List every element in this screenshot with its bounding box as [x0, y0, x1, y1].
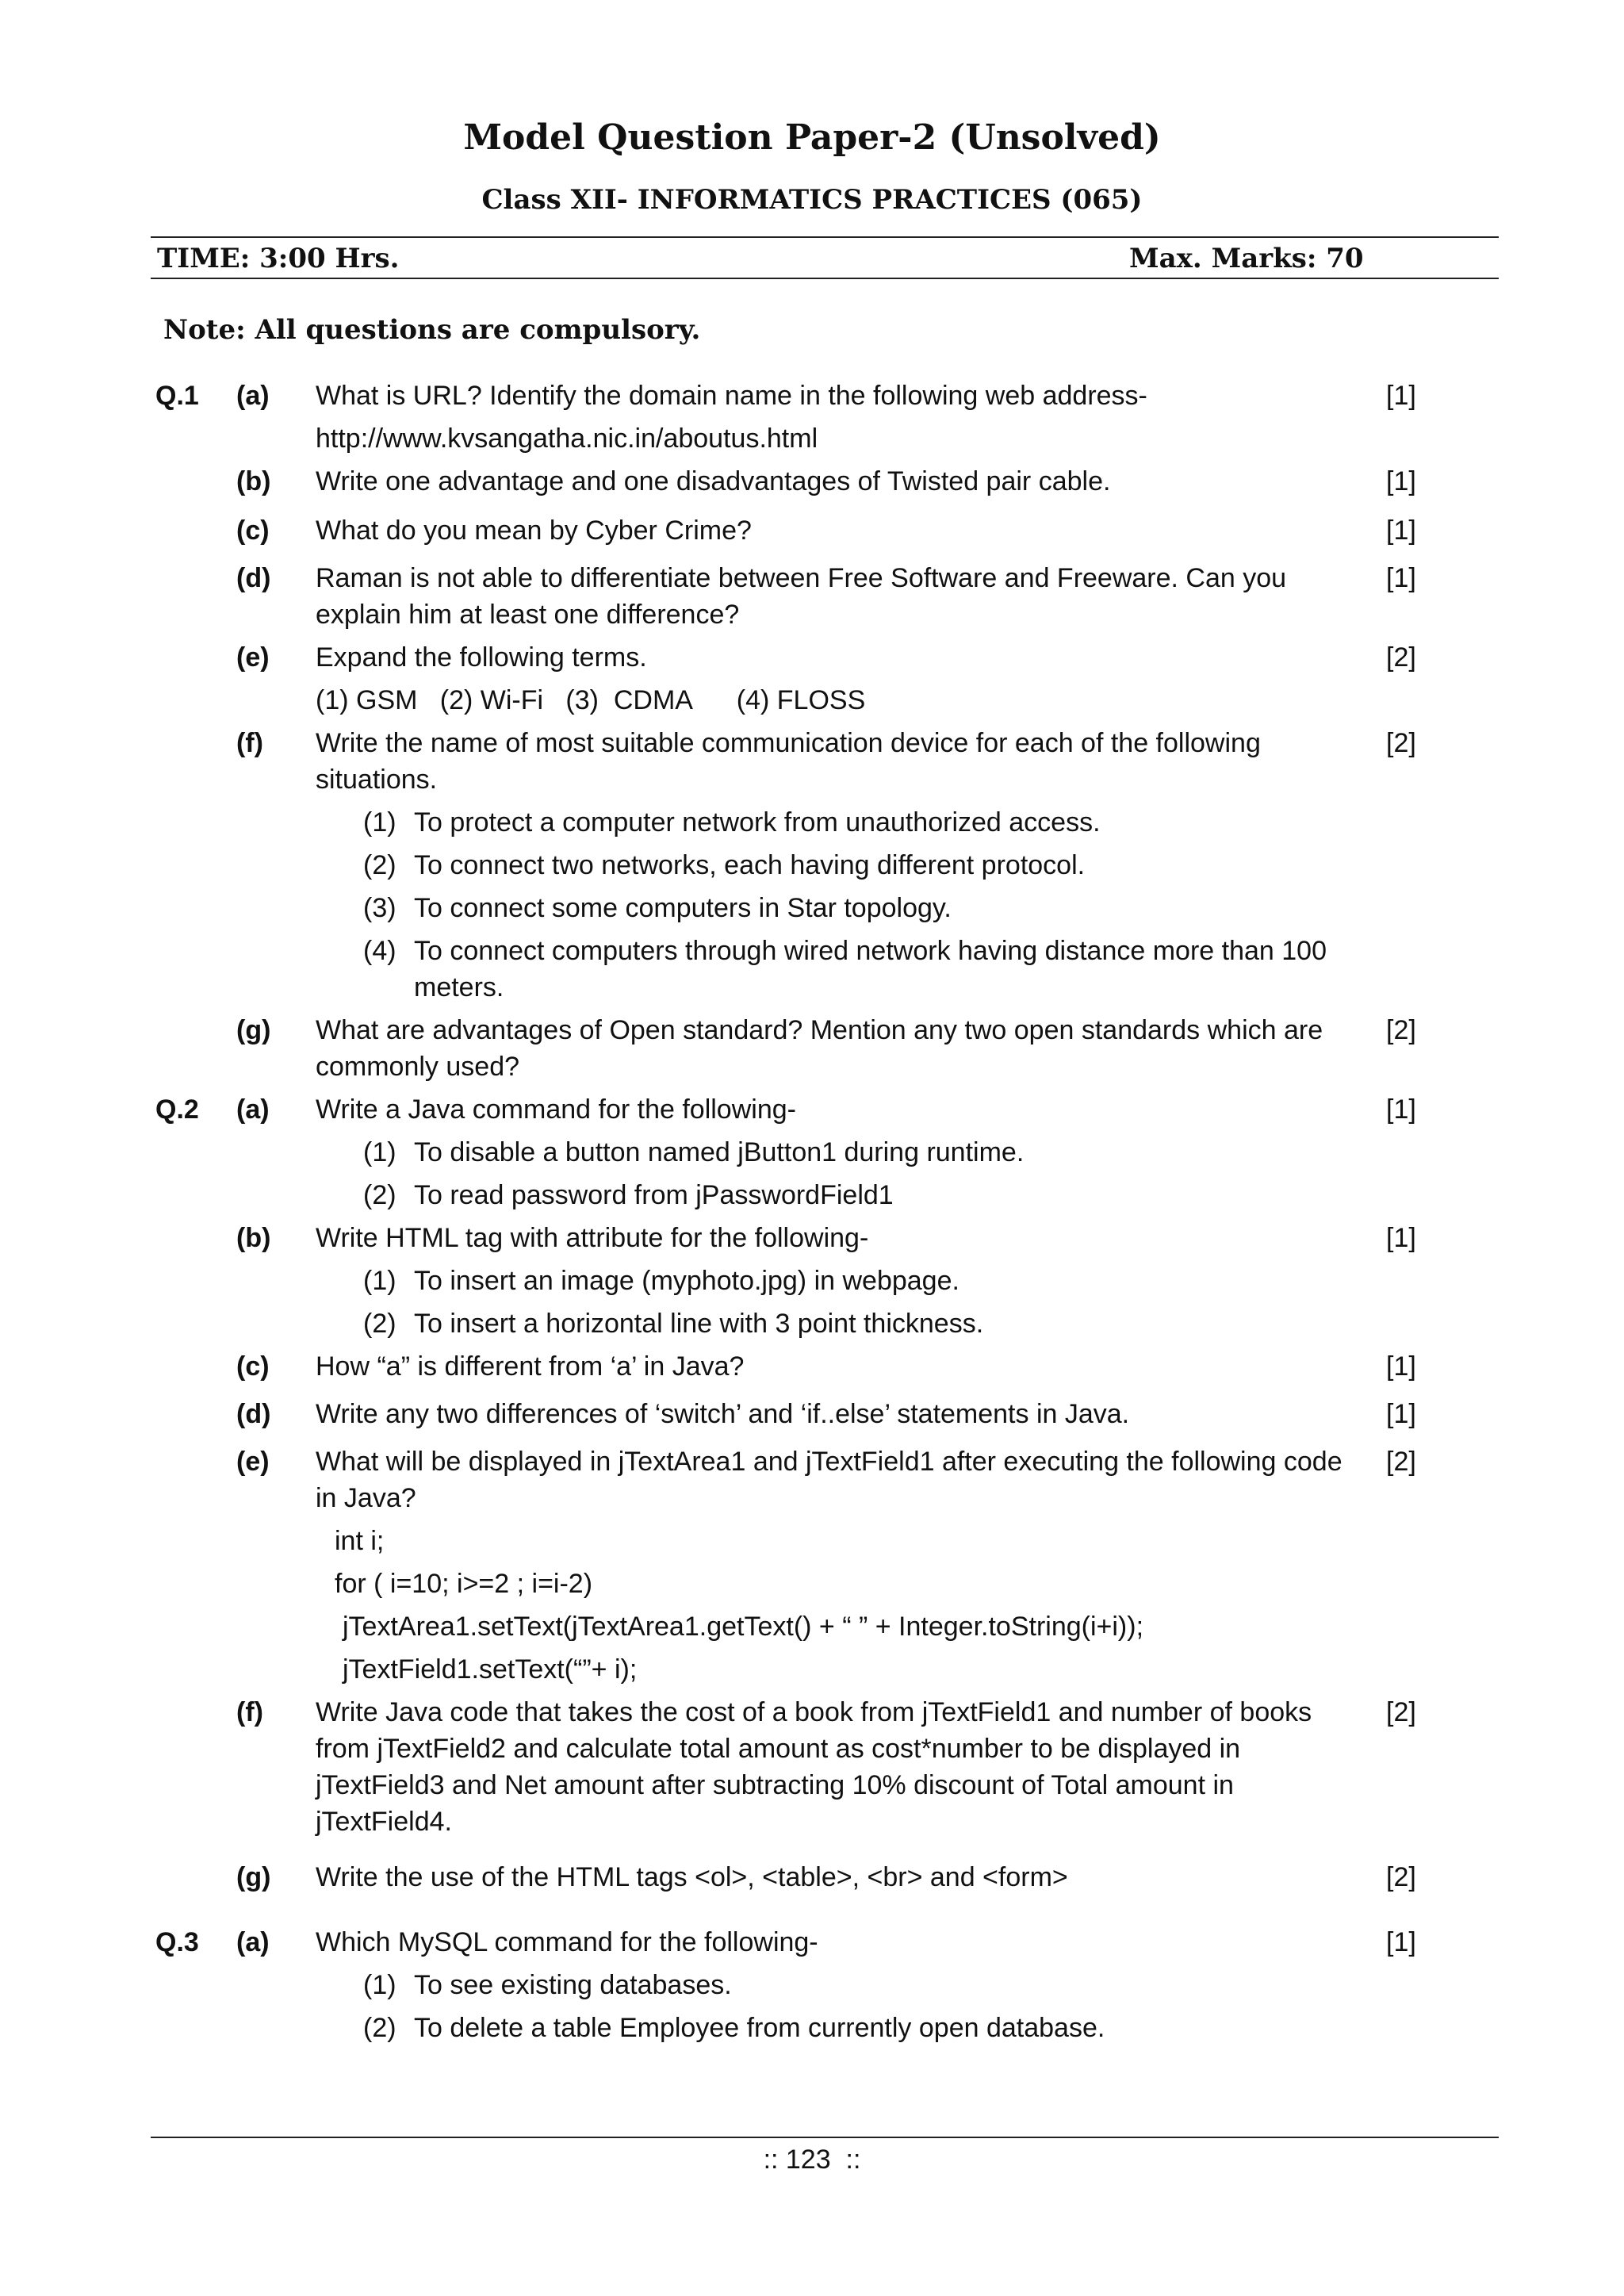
marks: [1]: [1386, 1223, 1416, 1253]
sub-item: [363, 933, 1413, 1006]
sub-item: [363, 2010, 1413, 2046]
question-text: Raman is not able to differentiate between Free Software and Freeware. Can you explain him at least one difference?: [316, 563, 1287, 630]
part-label: (f): [236, 1697, 263, 1727]
question-text: What do you mean by Cyber Crime?: [316, 516, 752, 546]
sub-number: (2): [363, 2013, 396, 2043]
sub-number: (1): [363, 1137, 396, 1167]
question-text: Write the name of most suitable communication device for each of the following situations.: [316, 728, 1261, 795]
sub-item: [363, 1305, 1413, 1342]
page-number: :: 123 ::: [763, 2145, 861, 2175]
question-number: Q.3: [155, 1927, 199, 1957]
sub-text: To disable a button named jButton1 during runtime.: [414, 1137, 1025, 1167]
part-label: (e): [236, 642, 270, 673]
sub-text: To insert a horizontal line with 3 point thickness.: [414, 1309, 984, 1339]
code-line: int i;: [335, 1526, 385, 1556]
question-text: Write HTML tag with attribute for the following-: [316, 1223, 869, 1253]
sub-number: (1): [363, 1970, 396, 2000]
question-text: Write one advantage and one disadvantages of Twisted pair cable.: [316, 466, 1111, 496]
marks: [2]: [1386, 1697, 1416, 1727]
header-divider: [151, 278, 1499, 279]
question-2e: [0, 1443, 1624, 1516]
part-label: (a): [236, 381, 270, 411]
sub-text: To delete a table Employee from currently open database.: [414, 2013, 1105, 2043]
question-3a: [0, 1924, 1624, 1961]
questions: [0, 378, 1624, 2046]
marks: [1]: [1386, 1094, 1416, 1125]
question-text: Write any two differences of ‘switch’ and ‘if..else’ statements in Java.: [316, 1399, 1130, 1429]
sub-text: To connect some computers in Star topology.: [414, 893, 952, 923]
part-label: (c): [236, 516, 270, 546]
sub-number: (2): [363, 1309, 396, 1339]
question-text: How “a” is different from ‘a’ in Java?: [316, 1351, 745, 1382]
page-title: Model Question Paper-2 (Unsolved): [463, 117, 1161, 158]
time-label: TIME: 3:00 Hrs.: [157, 243, 400, 274]
sub-number: (3): [363, 893, 396, 923]
sub-item: [363, 1134, 1413, 1171]
note: Note: All questions are compulsory.: [163, 314, 701, 346]
question-1b: [0, 463, 1624, 500]
question-2c: [0, 1348, 1624, 1385]
question-text: Write the use of the HTML tags <ol>, <table>, <br> and <form>: [316, 1862, 1068, 1892]
question-text: Expand the following terms.: [316, 642, 647, 673]
marks: [2]: [1386, 642, 1416, 673]
footer-divider: [151, 2137, 1499, 2138]
question-1e: [0, 639, 1624, 676]
sub-item: [363, 847, 1413, 884]
question-number: Q.2: [155, 1094, 199, 1125]
code-line: for ( i=10; i>=2 ; i=i-2): [335, 1569, 593, 1599]
question-2b: [0, 1220, 1624, 1256]
sub-text: To protect a computer network from unauthorized access.: [414, 807, 1101, 838]
question-2f: [0, 1694, 1624, 1840]
sub-item: [363, 1263, 1413, 1299]
marks: [2]: [1386, 1862, 1416, 1892]
sub-text: To connect two networks, each having different protocol.: [414, 850, 1086, 880]
marks: [1]: [1386, 1927, 1416, 1957]
question-1f: [0, 725, 1624, 798]
question-text: What is URL? Identify the domain name in the following web address-: [316, 381, 1147, 411]
sub-item: [363, 890, 1413, 926]
sub-number: (1): [363, 1266, 396, 1296]
web-address: http://www.kvsangatha.nic.in/aboutus.html: [316, 424, 818, 454]
question-text: What will be displayed in jTextArea1 and jTextField1 after executing the following code in Java?: [316, 1447, 1342, 1513]
top-divider: [151, 236, 1499, 238]
sub-number: (4): [363, 936, 396, 966]
page-subtitle: Class XII- INFORMATICS PRACTICES (065): [481, 184, 1143, 216]
marks: [1]: [1386, 1351, 1416, 1382]
part-label: (b): [236, 466, 271, 496]
part-label: (g): [236, 1015, 271, 1045]
marks: [1]: [1386, 466, 1416, 496]
part-label: (d): [236, 1399, 271, 1429]
question-2a: [0, 1091, 1624, 1128]
sub-number: (2): [363, 850, 396, 880]
marks: [2]: [1386, 1447, 1416, 1477]
question-text: Write Java code that takes the cost of a book from jTextField1 and number of books from jTextField2 and calculate total amount as cost*number to be displayed in jTextField3 and Net amount after subtracting 10% discount of Total amount in jTextField4.: [316, 1697, 1312, 1837]
part-label: (b): [236, 1223, 271, 1253]
sub-number: (2): [363, 1180, 396, 1210]
code-line: jTextArea1.setText(jTextArea1.getText() + “ ” + Integer.toString(i+i));: [343, 1612, 1144, 1642]
sub-item: [363, 1967, 1413, 2003]
sub-text: To insert an image (myphoto.jpg) in webpage.: [414, 1266, 959, 1296]
question-1c: [0, 512, 1624, 549]
question-1d: [0, 560, 1624, 633]
sub-text: To read password from jPasswordField1: [414, 1180, 894, 1210]
sub-item: [363, 1177, 1413, 1213]
marks: [1]: [1386, 563, 1416, 593]
sub-text: To see existing databases.: [414, 1970, 732, 2000]
code-line: jTextField1.setText(“”+ i);: [343, 1654, 638, 1685]
marks: [1]: [1386, 516, 1416, 546]
max-marks-label: Max. Marks: 70: [1129, 243, 1364, 274]
terms-list: (1) GSM (2) Wi-Fi (3) CDMA (4) FLOSS: [316, 685, 866, 715]
question-text: Which MySQL command for the following-: [316, 1927, 818, 1957]
question-1a: [0, 378, 1624, 414]
marks: [2]: [1386, 1015, 1416, 1045]
sub-text: To connect computers through wired network having distance more than 100 meters.: [414, 936, 1327, 1002]
part-label: (d): [236, 563, 271, 593]
part-label: (f): [236, 728, 263, 758]
sub-item: [363, 804, 1413, 841]
part-label: (g): [236, 1862, 271, 1892]
question-1g: [0, 1012, 1624, 1085]
question-2g: [0, 1859, 1624, 1895]
part-label: (a): [236, 1094, 270, 1125]
marks: [2]: [1386, 728, 1416, 758]
question-2d: [0, 1396, 1624, 1432]
part-label: (e): [236, 1447, 270, 1477]
question-number: Q.1: [155, 381, 199, 411]
question-text: What are advantages of Open standard? Mention any two open standards which are commonly used?: [316, 1015, 1323, 1082]
question-text: Write a Java command for the following-: [316, 1094, 796, 1125]
sub-number: (1): [363, 807, 396, 838]
part-label: (a): [236, 1927, 270, 1957]
marks: [1]: [1386, 1399, 1416, 1429]
part-label: (c): [236, 1351, 270, 1382]
marks: [1]: [1386, 381, 1416, 411]
